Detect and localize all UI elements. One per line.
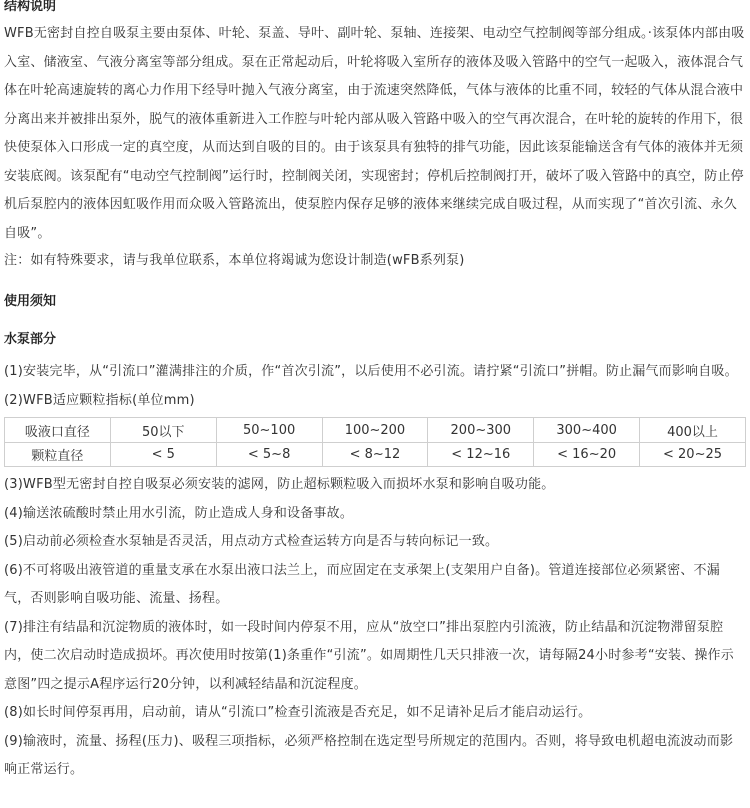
- table-cell: 颗粒直径: [5, 443, 111, 467]
- structure-paragraph: WFB无密封自控自吸泵主要由泵体、叶轮、泵盖、导叶、副叶轮、泵轴、连接架、电动空气控制阀等部分组成。·该泵体内部由吸入室、储液室、气液分离室等部分组成。泵在正常起动后，叶轮将吸入室所存的液体及吸入管路中的空气一起吸入，液体混合气体在叶轮高速旋转的离心力作用下经导叶抛入气液分离室，由于流速突然降低，气体与液体的比重不同，较轻的气体从混合液中分离出来并被排出泵外，脱气的液体重新进入工作腔与叶轮内部从吸入管路中吸入的空气再次混合，在叶轮的旋转的作用下，很快使泵体入口形成一定的真空度，从而达到自吸的目的。由于该泵具有独特的排气功能，因此该泵能输送含有气体的液体并无须安装底阀。该泵配有“电动空气控制阀”运行时，控制阀关闭，实现密封；停机后控制阀打开，破坏了吸入管路中的真空，防止停机后泵腔内的液体因虹吸作用而众吸入管路流出，使泵腔内保存足够的液体来继续完成自吸过程，从而实现了“首次引流、永久自吸”。: [4, 26, 745, 241]
- pump-section-heading: 水泵部分: [4, 332, 57, 347]
- table-cell: < 5: [110, 443, 216, 467]
- usage-item-2: (2)WFB适应颗粒指标(单位mm): [4, 392, 195, 408]
- usage-item-3: (3)WFB型无密封自控自吸泵必须安装的滤网，防止超标颗粒吸入而损坏水泵和影响自吸功能。: [4, 477, 555, 492]
- table-row-header: [5, 418, 746, 443]
- table-cell: < 16~20: [534, 443, 640, 467]
- table-cell: 400以上: [640, 418, 746, 443]
- usage-item-6: (6)不可将吸出液管道的重量支承在水泵出液口法兰上，而应固定在支承架上(支架用户自备)。管道连接部位必须紧密、不漏气，否则影响自吸功能、流量、扬程。: [4, 562, 720, 606]
- table-row: [5, 443, 746, 467]
- table-cell: 50~100: [216, 418, 322, 443]
- structure-heading: 结构说明: [4, 0, 57, 14]
- structure-note: 注：如有特殊要求，请与我单位联系，本单位将竭诚为您设计制造(wFB系列泵): [4, 253, 465, 268]
- usage-item-9: (9)输液时，流量、扬程(压力)、吸程三项指标，必须严格控制在选定型号所规定的范围内。否则，将导致电机超电流波动而影响正常运行。: [4, 733, 734, 777]
- usage-heading: 使用须知: [4, 294, 57, 309]
- table-cell: < 20~25: [640, 443, 746, 467]
- table-cell: 200~300: [428, 418, 534, 443]
- table-cell: < 8~12: [322, 443, 428, 467]
- usage-item-7: (7)排注有结晶和沉淀物质的液体时，如一段时间内停泵不用，应从“放空口”排出泵腔内引流液，防止结晶和沉淀物滞留泵腔内，使二次启动时造成损坏。再次使用时按第(1)条重作“引流”。如周期性几天只排液一次，请每隔24小时参考“安装、操作示意图”四之提示A程序运行20分钟，以利减轻结晶和沉淀程度。: [4, 619, 734, 692]
- table-cell: 300~400: [534, 418, 640, 443]
- usage-item-8: (8)如长时间停泵再用，启动前，请从“引流口”检查引流液是否充足，如不足请补足后才能启动运行。: [4, 705, 592, 720]
- usage-item-1: (1)安装完毕，从“引流口”灌满排注的介质，作“首次引流”，以后使用不必引流。请拧紧“引流口”拼帽。防止漏气而影响自吸。: [4, 364, 738, 379]
- usage-item-5: (5)启动前必须检查水泵轴是否灵活，用点动方式检查运转方向是否与转向标记一致。: [4, 534, 499, 549]
- table-cell: 100~200: [322, 418, 428, 443]
- usage-item-4: (4)输送浓硫酸时禁止用水引流，防止造成人身和设备事故。: [4, 505, 354, 521]
- particle-size-table: [4, 417, 746, 467]
- table-cell: < 12~16: [428, 443, 534, 467]
- table-cell: 吸液口直径: [5, 418, 111, 443]
- table-cell: < 5~8: [216, 443, 322, 467]
- table-cell: 50以下: [110, 418, 216, 443]
